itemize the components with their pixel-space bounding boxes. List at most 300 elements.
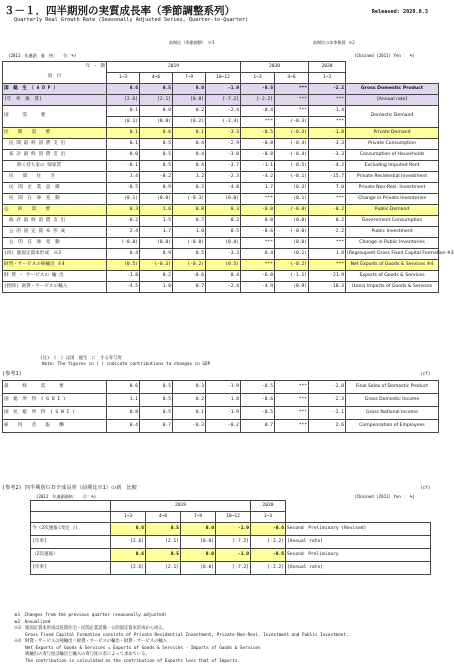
cell-value: 0.4: [206, 271, 241, 282]
ref1-cell-value: -1.8: [206, 394, 241, 407]
ref2-row-label-en: Second Preliminary: [286, 549, 431, 562]
ref2-quarter-header: 10~12: [216, 512, 251, 523]
ref1-cell-value: 0.8: [107, 407, 140, 420]
table-row: [3, 216, 439, 227]
year-2020: 2020: [241, 62, 309, 73]
row-label: 財貨・サービスの純輸出 ※4: [3, 260, 107, 271]
cell-value: -0.5: [107, 183, 140, 194]
cell-value: -1.8: [309, 128, 346, 139]
cell-value: -3.3: [309, 150, 346, 161]
table-row: [3, 194, 439, 205]
cell-value: 1.8: [140, 282, 173, 293]
row-label-en: Public Demand: [346, 205, 439, 216]
ref2-header-quarters: [31, 512, 431, 523]
row-label-en: Public Investment: [346, 227, 439, 238]
cell-value: 0.9: [140, 249, 173, 260]
cell-value: 1.6: [140, 205, 173, 216]
cell-value: -3.7: [206, 161, 241, 172]
ref1-row: [3, 420, 439, 433]
reference2-table: [30, 500, 431, 575]
row-label-en: Change in Public Inventories: [346, 238, 439, 249]
cell-value: -0.0: [241, 205, 275, 216]
row-label: 公 的 需 要: [3, 205, 107, 216]
ref2-cell-value: 0.5: [146, 523, 181, 536]
footnote: Net Exports of Goods & Services = Exports of Goods & Services - Imports of Goods & Services: [14, 645, 261, 651]
page-subtitle: Quarterly Real Growth Rate (Seasonally Adjusted Series, Quarter-to-Quarter): [14, 17, 249, 23]
row-label-en: Private Non-Resi. Investment: [346, 183, 439, 194]
table-row: [3, 161, 439, 172]
ref1-row-label: 国 総 所 得 ( G D I ): [3, 394, 107, 407]
row-label: 国 需 要: [3, 106, 107, 128]
cell-value: 0.2: [173, 183, 206, 194]
cell-value: 0.2: [173, 106, 206, 117]
cell-value: -4.2: [241, 172, 275, 183]
cell-value: -0.4: [241, 106, 275, 117]
cell-value: -3.3: [206, 249, 241, 260]
cell-value: -15.7: [309, 172, 346, 183]
cell-value: -2.3: [206, 172, 241, 183]
ref1-cell-value: -2.1: [309, 407, 346, 420]
note-en: Note: The figures in ( ) indicate contributions to changes in GDP: [42, 362, 211, 367]
quarter-header: 1~3: [241, 73, 275, 84]
cell-value: 0.6: [107, 84, 140, 95]
ref1-cell-value: ***: [275, 381, 309, 394]
ref2-row-label: [年率]: [31, 536, 111, 549]
quarter-header: 1~3: [309, 73, 346, 84]
note-jp: (注) ( ) は国 総生 に する寄与度: [40, 356, 122, 361]
row-label-en: Private Residential Investment: [346, 172, 439, 183]
ref1-cell-value: -0.5: [241, 407, 275, 420]
cell-value: -4.2: [309, 161, 346, 172]
row-label: 公 的 在 庫 変 動: [3, 238, 107, 249]
table-row: [3, 95, 439, 106]
ref1-row-label-en: Gross National Income: [346, 407, 439, 420]
item-label: 項 目: [3, 73, 107, 84]
ref1-cell-value: 2.6: [309, 420, 346, 433]
cell-value: (-0.4): [275, 139, 309, 150]
quarter-header: 4~6: [140, 73, 173, 84]
table-row: [3, 106, 439, 117]
row-label-en: [Annual rate]: [346, 95, 439, 106]
cell-value: 0.4: [173, 161, 206, 172]
ref2-year-2020: 2020: [251, 501, 286, 512]
table-row: [3, 139, 439, 150]
release-date: Released: 2020.8.3: [371, 9, 428, 15]
ref2-quarter-header: 1~3: [251, 512, 286, 523]
table-row: [3, 84, 439, 95]
cell-value: (0.0): [275, 216, 309, 227]
ref1-row-label-en: Compensation of Employees: [346, 420, 439, 433]
row-label: 家 計 最 終 消 費 支 出: [3, 150, 107, 161]
cell-value: -4.9: [241, 282, 275, 293]
cell-value: (0.1): [107, 194, 140, 205]
ref1-cell-value: -0.3: [173, 420, 206, 433]
cell-value: 1.7: [140, 227, 173, 238]
ref2-cf: (cf): [420, 486, 431, 491]
quarter-header: 10~12: [206, 73, 241, 84]
cell-value: 0.2: [140, 271, 173, 282]
cell-value: 7.0: [309, 183, 346, 194]
ref2-cell-value: -0.6: [251, 549, 286, 562]
ref2-row-label: （2次速報）: [31, 549, 111, 562]
row-label-en: Gross Domestic Product: [346, 84, 439, 95]
cell-value: -0.0: [107, 150, 140, 161]
cell-value: (0.1): [107, 117, 140, 128]
cell-value: 0.4: [173, 150, 206, 161]
cell-value: 1.2: [173, 172, 206, 183]
row-label: 財 貨 ・ サービスの 輸 出: [3, 271, 107, 282]
row-label-en: Consumption of Households: [346, 150, 439, 161]
cell-value: (0.2): [173, 117, 206, 128]
ref2-cell-value: [2.1]: [146, 562, 181, 575]
cell-value: -0.6: [241, 227, 275, 238]
cell-value: 0.7: [173, 282, 206, 293]
ref1-cf: (cf): [420, 372, 431, 377]
cell-value: ***: [275, 95, 309, 106]
ref2-cell-value: [2.6]: [111, 562, 146, 575]
cell-value: (-0.0): [173, 238, 206, 249]
ref1-cell-value: -0.6: [241, 394, 275, 407]
cell-value: -21.9: [309, 271, 346, 282]
cell-value: 0.4: [173, 139, 206, 150]
ref2-cell-value: [0.0]: [181, 562, 216, 575]
ref1-cell-value: 0.5: [140, 394, 173, 407]
cell-value: -0.8: [241, 150, 275, 161]
row-label: 民 間 需 要: [3, 128, 107, 139]
ref1-cell-value: 0.7: [241, 420, 275, 433]
cell-value: ***: [241, 194, 275, 205]
ref2-cell-value: [-7.2]: [216, 536, 251, 549]
cell-value: (0.1): [275, 194, 309, 205]
table-row: [3, 128, 439, 139]
cell-value: 0.2: [206, 216, 241, 227]
cell-value: 1.4: [107, 172, 140, 183]
ref2-cell-value: [-7.2]: [216, 562, 251, 575]
cell-value: 0.5: [173, 249, 206, 260]
table-row: [3, 238, 439, 249]
footnote: 純輸出の寄与度は輸出と輸入の寄与度の差によって求めている。: [14, 652, 150, 657]
cell-value: 0.4: [241, 249, 275, 260]
header-prev-quarter: 前期比（季節調整） ※1: [169, 40, 215, 45]
row-label-en: (Less) Imports of Goods & Services: [346, 282, 439, 293]
main-growth-table: [2, 61, 454, 293]
cell-value: -0.1: [107, 161, 140, 172]
cell-value: -2.2: [309, 84, 346, 95]
ref2-row: [31, 536, 431, 549]
cell-value: (-0.3): [140, 260, 173, 271]
ref2-cell-value: -1.9: [216, 549, 251, 562]
cell-value: -4.5: [107, 282, 140, 293]
ref1-cell-value: -1.9: [206, 407, 241, 420]
row-label-en: Domestic Demand: [346, 106, 439, 128]
footnote: ※3 総固定資本形成は民間住宅・民間企業設備・公的固定資本形成から成る。: [14, 626, 167, 631]
table-row: [3, 271, 439, 282]
row-label: 民 間 最 終 消 費 支 出: [3, 139, 107, 150]
ref1-cell-value: 0.3: [173, 381, 206, 394]
cell-value: (-0.4): [275, 150, 309, 161]
cell-value: (-1.1): [275, 271, 309, 282]
table-row: [3, 172, 439, 183]
row-label: (控除) 財貨・サービスの輸入: [3, 282, 107, 293]
cell-value: -1.8: [107, 271, 140, 282]
cell-value: -0.2: [309, 205, 346, 216]
row-label-en: Change in Private Inventories: [346, 194, 439, 205]
cell-value: -0.5: [241, 128, 275, 139]
ref2-quarter-header: 1~3: [111, 512, 146, 523]
ref1-row: [3, 407, 439, 420]
ref2-row-label-en: Second Preliminary (Revised): [286, 523, 431, 536]
row-label-en: (Regrouped) Gross Fixed Capital Formation ※3: [346, 249, 439, 260]
ref2-row-label-en: [Annual rate]: [286, 536, 431, 549]
ref1-cell-value: ***: [275, 420, 309, 433]
ref2-cell-value: -0.6: [251, 523, 286, 536]
table-row: [3, 183, 439, 194]
ref2-row-label: 今（2次速報(改定 )): [31, 523, 111, 536]
ref1-row-label: 雇 用 者 報 酬: [3, 420, 107, 433]
ref2-row: [31, 549, 431, 562]
ref1-label: (参考1): [2, 371, 22, 377]
cell-value: 0.5: [140, 139, 173, 150]
cell-value: 0.1: [173, 128, 206, 139]
footnote: Gross Fixed Capital Formation consists of Private Residential Investment, Private Non-Resi. Investment and Public Investment.: [14, 632, 349, 638]
cell-value: -1.1: [241, 161, 275, 172]
header-prev-fy: 前期比の年率換算 ※2: [313, 40, 355, 45]
footnote: ※4 財貨・サービスの純輸出＝財貨・サービスの輸出－財貨・サービスの輸入: [14, 639, 167, 644]
cell-value: 0.3: [206, 205, 241, 216]
row-label: 国 総 生 （ G D P ）: [3, 84, 107, 95]
ref2-header-years: [31, 501, 431, 512]
cell-value: (-0.2): [173, 260, 206, 271]
cell-value: 0.2: [309, 216, 346, 227]
cell-value: 1.8: [309, 249, 346, 260]
cell-value: ***: [241, 117, 275, 128]
cell-value: 0.9: [140, 183, 173, 194]
cell-value: 0.4: [107, 249, 140, 260]
ref2-cell-value: [0.0]: [181, 536, 216, 549]
cell-value: (-0.5): [275, 161, 309, 172]
ref1-cell-value: 1.1: [107, 394, 140, 407]
ref2-row-label: [年率]: [31, 562, 111, 575]
footnotes: [14, 613, 349, 665]
cell-value: -0.6: [173, 271, 206, 282]
row-label: 除く持ち家の 帰家賃: [3, 161, 107, 172]
cell-value: -0.2: [140, 172, 173, 183]
cell-value: 0.8: [140, 106, 173, 117]
cell-value: (0.5): [107, 260, 140, 271]
row-label-en: Private Consumption: [346, 139, 439, 150]
table-row: [3, 150, 439, 161]
cell-value: 0.6: [140, 128, 173, 139]
ref2-cell-value: 0.0: [181, 523, 216, 536]
ref1-cell-value: 0.5: [140, 407, 173, 420]
ref1-cell-value: 0.5: [140, 381, 173, 394]
year-label: 年 ・ 期: [3, 62, 107, 73]
cell-value: -0.6: [241, 84, 275, 95]
row-label: [年 率 換 算]: [3, 95, 107, 106]
unit-jp: (2011 年連鎖 価 格： 位：%): [8, 53, 77, 58]
ref2-row: [31, 562, 431, 575]
quarter-header: 4~6: [275, 73, 309, 84]
ref2-cell-value: 0.6: [111, 549, 146, 562]
ref1-cell-value: -2.3: [309, 394, 346, 407]
page-title: ３－１．四半期別の実質成長率（季節調整系列）: [4, 5, 235, 17]
ref2-quarter-header: 7~9: [181, 512, 216, 523]
ref2-cell-value: [-2.2]: [251, 536, 286, 549]
cell-value: (0.1): [275, 249, 309, 260]
cell-value: (0.0): [206, 194, 241, 205]
cell-value: (0.9): [275, 282, 309, 293]
ref1-cell-value: -0.2: [206, 420, 241, 433]
cell-value: 0.1: [107, 139, 140, 150]
cell-value: 0.5: [140, 150, 173, 161]
row-label-en: Exports of Goods & Services: [346, 271, 439, 282]
ref1-cell-value: -1.9: [206, 381, 241, 394]
table-row: [3, 260, 439, 271]
cell-value: (0.5): [206, 260, 241, 271]
cell-value: -3.3: [309, 139, 346, 150]
header-row-years: [3, 62, 439, 73]
cell-value: [0.0]: [173, 95, 206, 106]
cell-value: ***: [275, 84, 309, 95]
cell-value: -0.8: [241, 139, 275, 150]
cell-value: 1.0: [173, 227, 206, 238]
ref1-cell-value: -0.5: [241, 381, 275, 394]
ref2-cell-value: -1.9: [216, 523, 251, 536]
cell-value: (-0.1): [275, 172, 309, 183]
ref1-row: [3, 381, 439, 394]
cell-value: ***: [309, 95, 346, 106]
cell-value: (-0.3): [173, 194, 206, 205]
footnote: ※1 Changes from the previous quarter (seasonally adjusted): [14, 613, 167, 618]
row-label: 政 府 最 終 消 費 支 出: [3, 216, 107, 227]
ref1-cell-value: 0.7: [140, 420, 173, 433]
ref1-row-label: 最 終 需 要: [3, 381, 107, 394]
cell-value: (0.0): [140, 194, 173, 205]
ref1-cell-value: 0.4: [107, 420, 140, 433]
reference1-table: [2, 380, 439, 433]
ref2-quarter-header: 4~6: [146, 512, 181, 523]
cell-value: 0.8: [173, 205, 206, 216]
footnote: The contribution is calculated as the contribution of Exports less that of Imports.: [14, 658, 240, 664]
cell-value: (0.0): [206, 238, 241, 249]
row-label-en: Private Demand: [346, 128, 439, 139]
row-label-en: Net Exports of Goods & Services ※4: [346, 260, 439, 271]
cell-value: -0.2: [107, 216, 140, 227]
row-label-en: Government Consumption: [346, 216, 439, 227]
cell-value: ***: [241, 260, 275, 271]
ref1-cell-value: 0.1: [173, 407, 206, 420]
ref1-cell-value: -2.0: [309, 381, 346, 394]
ref2-label: (参考2) 四半期別ＧＤＰ成長率（前期比※1）の新 比較: [2, 485, 137, 491]
ref2-cell-value: [-2.2]: [251, 562, 286, 575]
row-label: 民 間 在 庫 変 動: [3, 194, 107, 205]
cell-value: 0.5: [140, 161, 173, 172]
row-label: 公 的 固 定 資 本 形 成: [3, 227, 107, 238]
table-row: [3, 282, 439, 293]
row-label: 民 間 企 業 設 備: [3, 183, 107, 194]
ref2-row-label-en: [Annual rate]: [286, 562, 431, 575]
cell-value: ***: [309, 194, 346, 205]
cell-value: (-0.3): [275, 128, 309, 139]
ref1-row-label: 国 民 総 所 得 ( G N I ): [3, 407, 107, 420]
cell-value: 0.0: [173, 84, 206, 95]
cell-value: -4.8: [206, 183, 241, 194]
cell-value: -2.2: [309, 227, 346, 238]
cell-value: 2.4: [107, 227, 140, 238]
cell-value: [2.1]: [140, 95, 173, 106]
ref2-cell-value: [2.1]: [146, 536, 181, 549]
quarter-header: 1~3: [107, 73, 140, 84]
cell-value: [-2.2]: [241, 95, 275, 106]
row-label-en: Excluding Imputed Rent: [346, 161, 439, 172]
cell-value: (-0.0): [275, 227, 309, 238]
ref1-cell-value: ***: [275, 407, 309, 420]
ref1-cell-value: 0.6: [107, 381, 140, 394]
cell-value: (-0.3): [275, 117, 309, 128]
ref2-unit-jp: (2011 年連鎖価格： 位：%): [36, 494, 97, 499]
cell-value: 1.7: [241, 183, 275, 194]
cell-value: 0.1: [107, 106, 140, 117]
cell-value: [-7.2]: [206, 95, 241, 106]
table-row: [3, 227, 439, 238]
cell-value: ***: [241, 238, 275, 249]
cell-value: 0.1: [107, 128, 140, 139]
ref1-cell-value: 0.2: [173, 394, 206, 407]
cell-value: ***: [309, 260, 346, 271]
ref2-cell-value: 0.5: [146, 549, 181, 562]
cell-value: ***: [275, 106, 309, 117]
ref1-row-label-en: Final Sales of Domestic Product: [346, 381, 439, 394]
ref2-year-2019: 2019: [111, 501, 251, 512]
cell-value: -1.9: [206, 84, 241, 95]
ref1-row: [3, 394, 439, 407]
unit-en: (Chained (2011) Yen ： %): [354, 53, 415, 58]
cell-value: (-2.4): [206, 117, 241, 128]
cell-value: (-0.0): [107, 238, 140, 249]
header-row-quarters: [3, 73, 439, 84]
cell-value: -6.0: [241, 271, 275, 282]
cell-value: -1.4: [309, 106, 346, 117]
cell-value: (0.0): [275, 238, 309, 249]
ref1-cell-value: ***: [275, 394, 309, 407]
cell-value: (-0.0): [275, 205, 309, 216]
year-2019: 2019: [107, 62, 241, 73]
cell-value: [2.6]: [107, 95, 140, 106]
table-row: [3, 205, 439, 216]
ref2-cell-value: [2.6]: [111, 536, 146, 549]
cell-value: (0.8): [140, 117, 173, 128]
cell-value: ***: [309, 238, 346, 249]
row-label: (再) 総固定資本形成 ※3: [3, 249, 107, 260]
cell-value: 0.7: [173, 216, 206, 227]
ref1-row-label-en: Gross Domestic Income: [346, 394, 439, 407]
cell-value: 0.5: [206, 227, 241, 238]
cell-value: 1.5: [140, 216, 173, 227]
table-row: [3, 249, 439, 260]
year-2020-fy: 2020: [309, 62, 346, 73]
ref2-row: [31, 523, 431, 536]
cell-value: 0.5: [140, 84, 173, 95]
cell-value: 0.3: [107, 205, 140, 216]
footnote: ※2 Annualized: [14, 619, 51, 625]
cell-value: -2.4: [206, 282, 241, 293]
cell-value: (0.0): [140, 238, 173, 249]
cell-value: -3.0: [206, 150, 241, 161]
cell-value: -18.3: [309, 282, 346, 293]
cell-value: -3.3: [206, 128, 241, 139]
quarter-header: 7~9: [173, 73, 206, 84]
ref2-cell-value: 0.0: [181, 549, 216, 562]
